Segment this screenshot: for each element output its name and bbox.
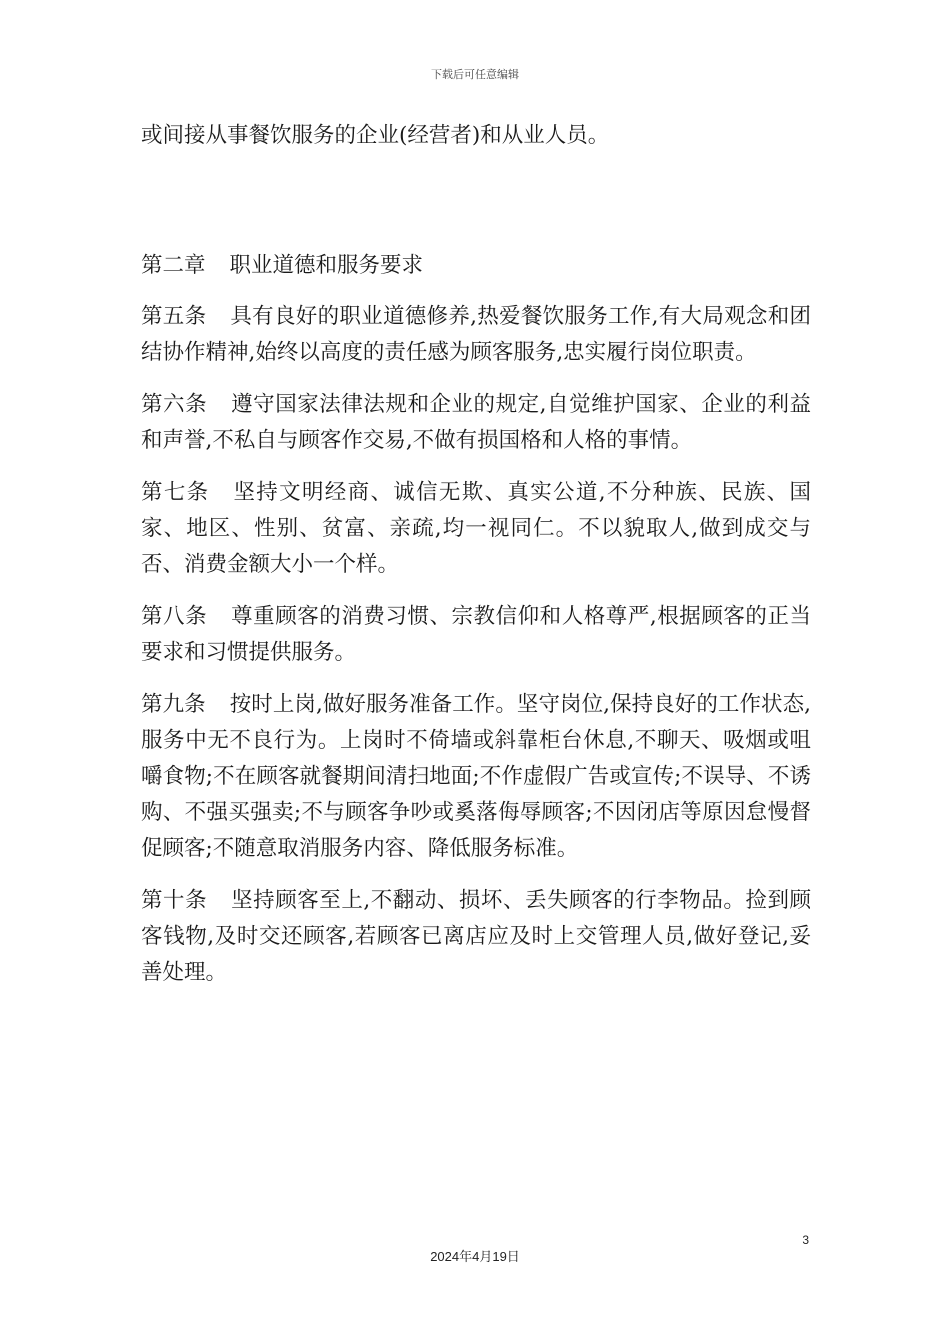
page-header: 下载后可任意编辑 bbox=[431, 68, 519, 81]
article-9 bbox=[141, 687, 811, 867]
document-body bbox=[141, 118, 811, 1007]
article-5 bbox=[141, 299, 811, 371]
article-number: 第七条 bbox=[141, 480, 210, 505]
intro-paragraph: 或间接从事餐饮服务的企业(经营者)和从业人员。 bbox=[141, 123, 610, 148]
article-text: 遵守国家法律法规和企业的规定,自觉维护国家、企业的利益和声誉,不私自与顾客作交易,不做有损国格和人格的事情。 bbox=[141, 392, 811, 453]
article-number: 第五条 bbox=[141, 304, 207, 329]
article-number: 第八条 bbox=[141, 604, 208, 629]
chapter-heading bbox=[141, 248, 811, 284]
article-number: 第九条 bbox=[141, 692, 206, 717]
article-number: 第十条 bbox=[141, 888, 208, 913]
footer-date: 2024年4月19日 bbox=[430, 1249, 520, 1264]
article-text: 坚持文明经商、诚信无欺、真实公道,不分种族、民族、国家、地区、性别、贫富、亲疏,均一视同仁。不以貌取人,做到成交与否、消费金额大小一个样。 bbox=[141, 480, 811, 577]
article-text: 坚持顾客至上,不翻动、损坏、丢失顾客的行李物品。捡到顾客钱物,及时交还顾客,若顾客已离店应及时上交管理人员,做好登记,妥善处理。 bbox=[141, 888, 811, 985]
article-text: 尊重顾客的消费习惯、宗教信仰和人格尊严,根据顾客的正当要求和习惯提供服务。 bbox=[141, 604, 811, 665]
chapter-number: 第二章 bbox=[141, 253, 206, 278]
article-number: 第六条 bbox=[141, 392, 208, 417]
article-7 bbox=[141, 475, 811, 583]
article-10 bbox=[141, 883, 811, 991]
article-text: 具有良好的职业道德修养,热爱餐饮服务工作,有大局观念和团结协作精神,始终以高度的责任感为顾客服务,忠实履行岗位职责。 bbox=[141, 304, 811, 365]
article-6 bbox=[141, 387, 811, 459]
page-number: 3 bbox=[802, 1233, 809, 1247]
article-8 bbox=[141, 599, 811, 671]
article-text: 按时上岗,做好服务准备工作。坚守岗位,保持良好的工作状态,服务中无不良行为。上岗时不倚墙或斜靠柜台休息,不聊天、吸烟或咀嚼食物;不在顾客就餐期间清扫地面;不作虚假广告或宣传;不误导、不诱购、不强买强卖;不与顾客争吵或奚落侮辱顾客;不因闭店等原因怠慢督促顾客;不随意取消服务内容、降低服务标准。 bbox=[141, 692, 811, 861]
chapter-title: 职业道德和服务要求 bbox=[229, 253, 424, 278]
